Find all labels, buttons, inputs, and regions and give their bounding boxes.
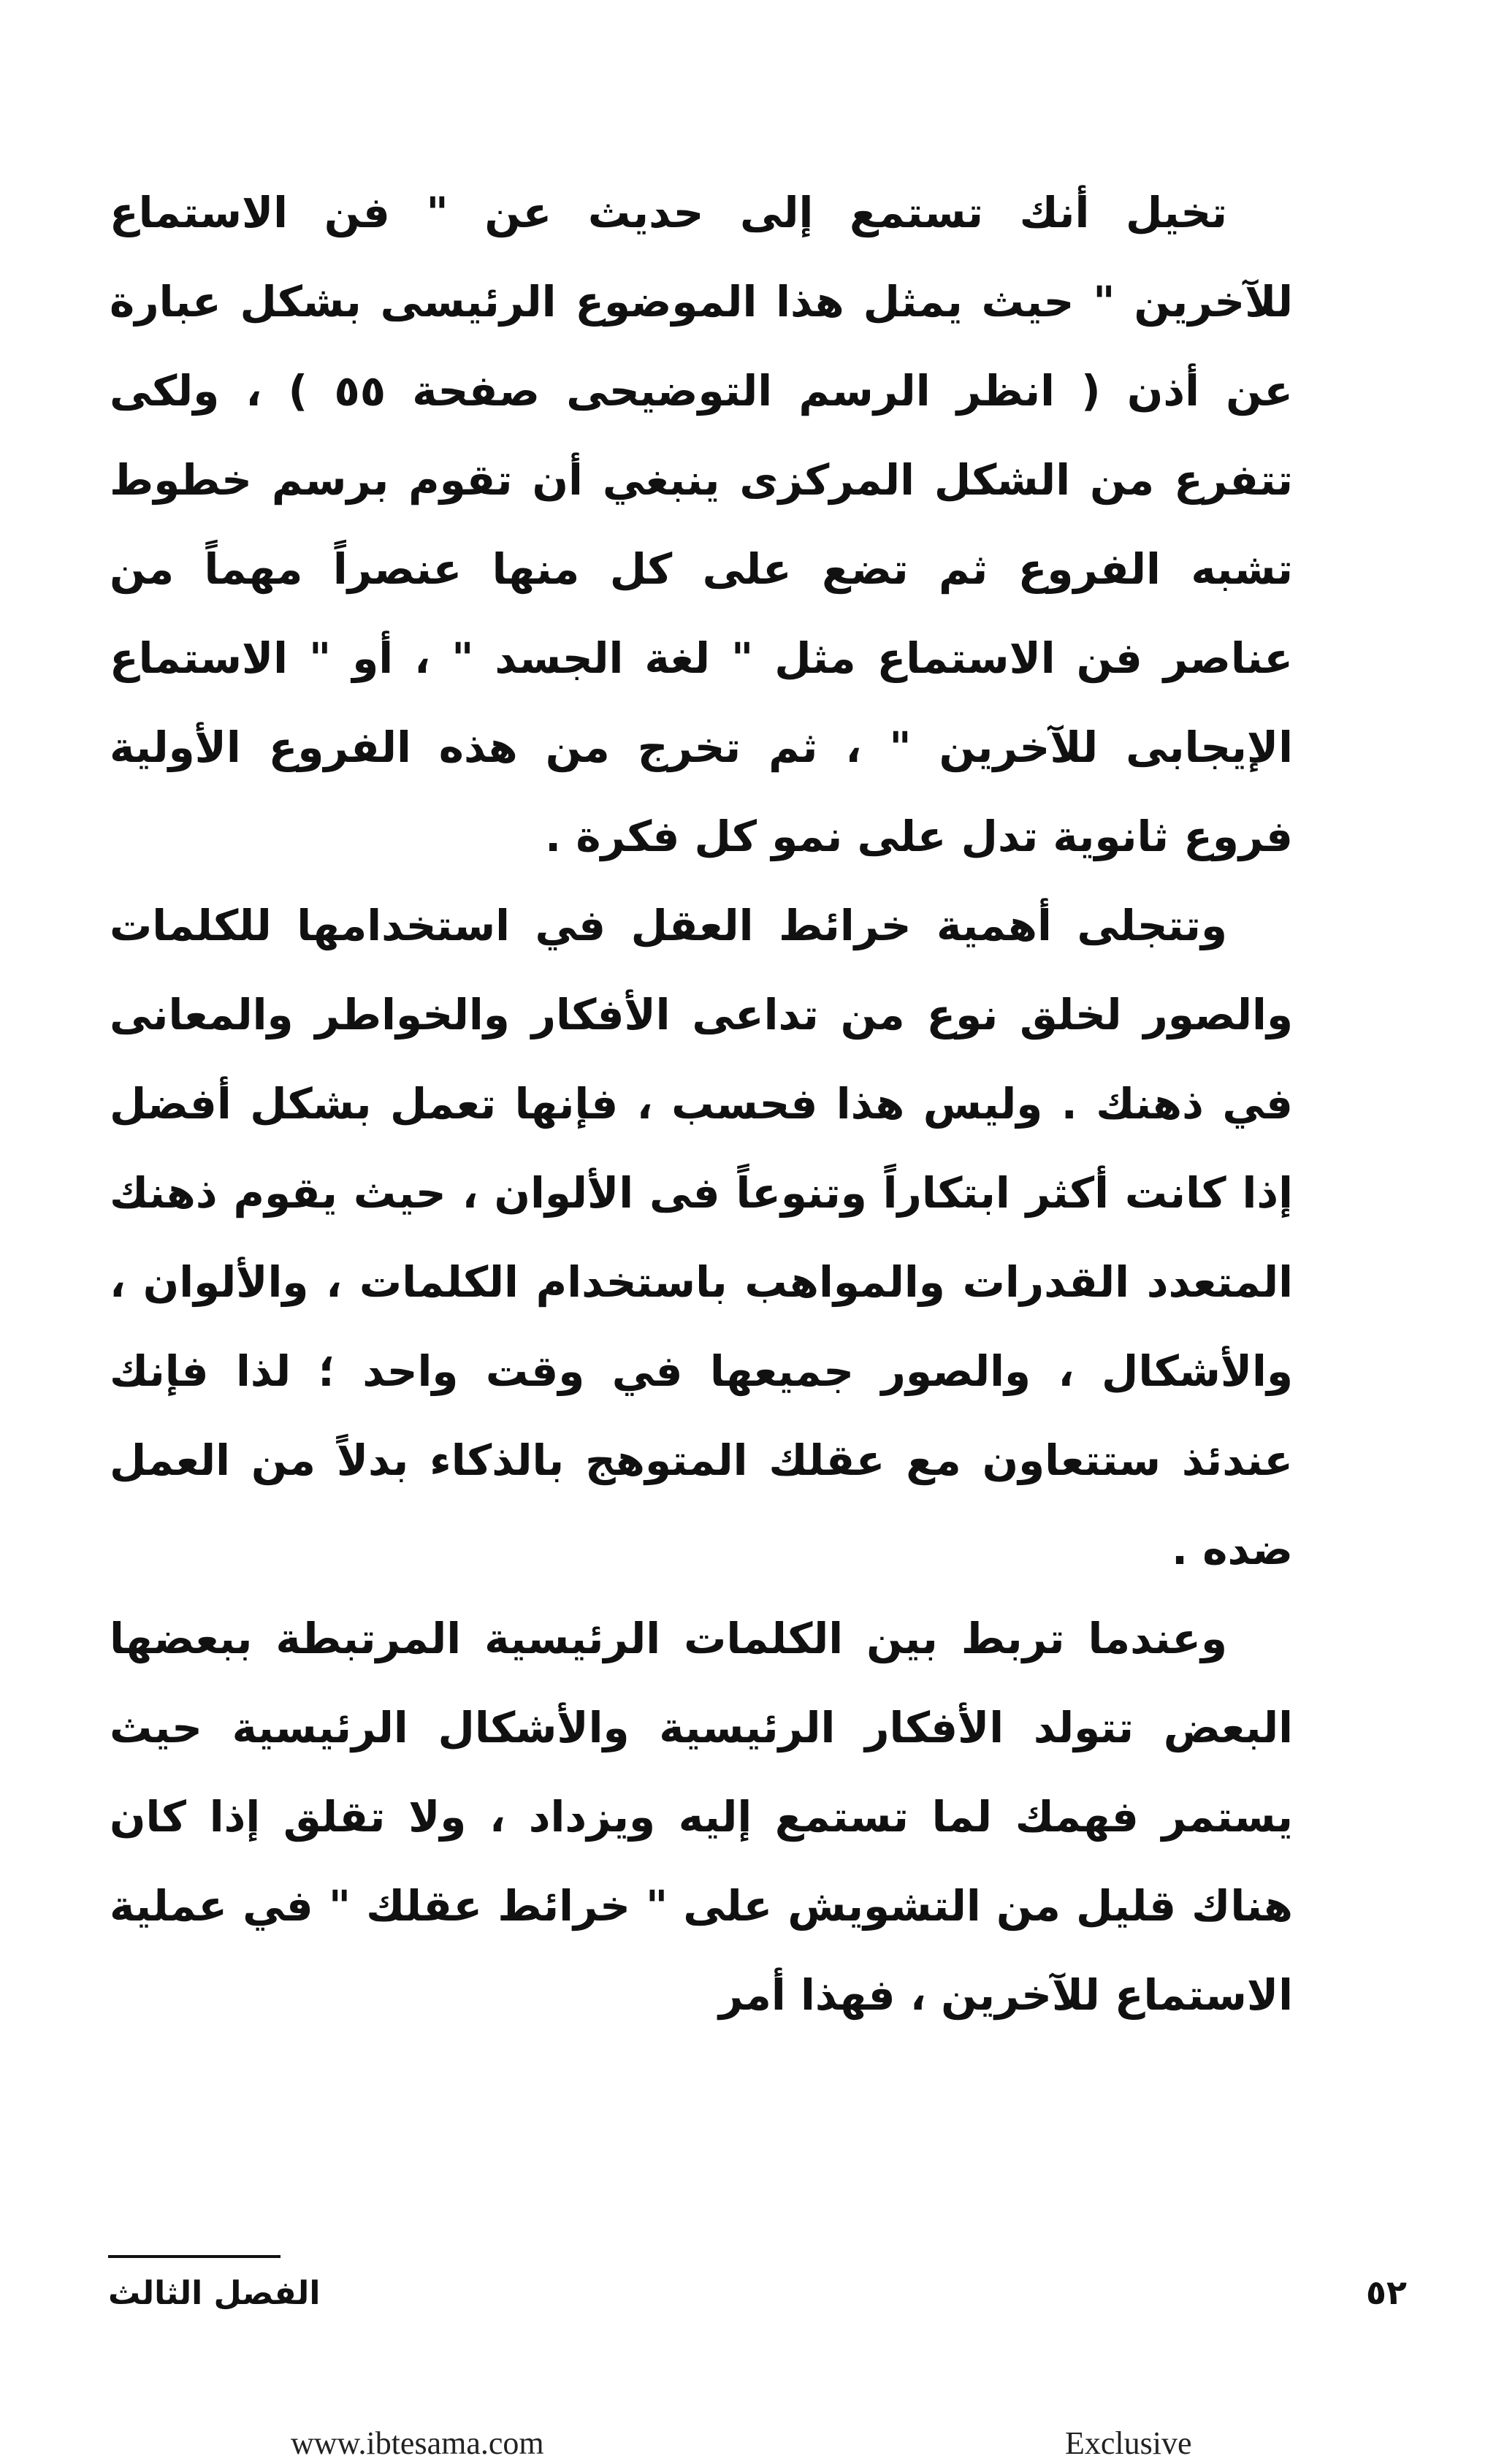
website-credit: www.ibtesama.com (291, 2425, 544, 2461)
exclusive-credit: Exclusive (1065, 2425, 1192, 2461)
chapter-label: الفصل الثالث (108, 2275, 321, 2312)
paragraph-3: وعندما تربط بين الكلمات الرئيسية المرتبطة ببعضها البعض تتولد الأفكار الرئيسية والأشكال الرئيسية حيث يستمر فهمك لما تستمع إليه ويزداد ، ولا تقلق إذا كان هناك قليل من التشويش على " خرائط عقلك " في عملية الاستماع للآخرين ، فهذا أمر (110, 1614, 1293, 2020)
paragraph-2: وتتجلى أهمية خرائط العقل في استخدامها للكلمات والصور لخلق نوع من تداعى الأفكار والخواطر والمعانى في ذهنك . وليس هذا فحسب ، فإنها تعمل بشكل أفضل إذا كانت أكثر ابتكاراً وتنوعاً فى الألوان ، حيث يقوم ذهنك المتعدد القدرات والمواهب باستخدام الكلمات ، والألوان ، والأشكال ، والصور جميعها في وقت واحد ؛ لذا فإنك عندئذ ستتعاون مع عقلك المتوهج بالذكاء بدلاً من العمل ضده . (110, 901, 1293, 1574)
body-text (110, 168, 1293, 2040)
page-number: ٥٢ (1365, 2273, 1407, 2312)
paragraph-1: تخيل أنك تستمع إلى حديث عن " فن الاستماع للآخرين " حيث يمثل هذا الموضوع الرئيسى بشكل عبارة عن أذن ( انظر الرسم التوضيحى صفحة ٥٥ ) ، ولكى تتفرع من الشكل المركزى ينبغي أن تقوم برسم خطوط تشبه الفروع ثم تضع على كل منها عنصراً مهماً من عناصر فن الاستماع مثل " لغة الجسد " ، أو " الاستماع الإيجابى للآخرين " ، ثم تخرج من هذه الفروع الأولية فروع ثانوية تدل على نمو كل فكرة . (110, 188, 1293, 861)
footer-rule (108, 2255, 280, 2258)
